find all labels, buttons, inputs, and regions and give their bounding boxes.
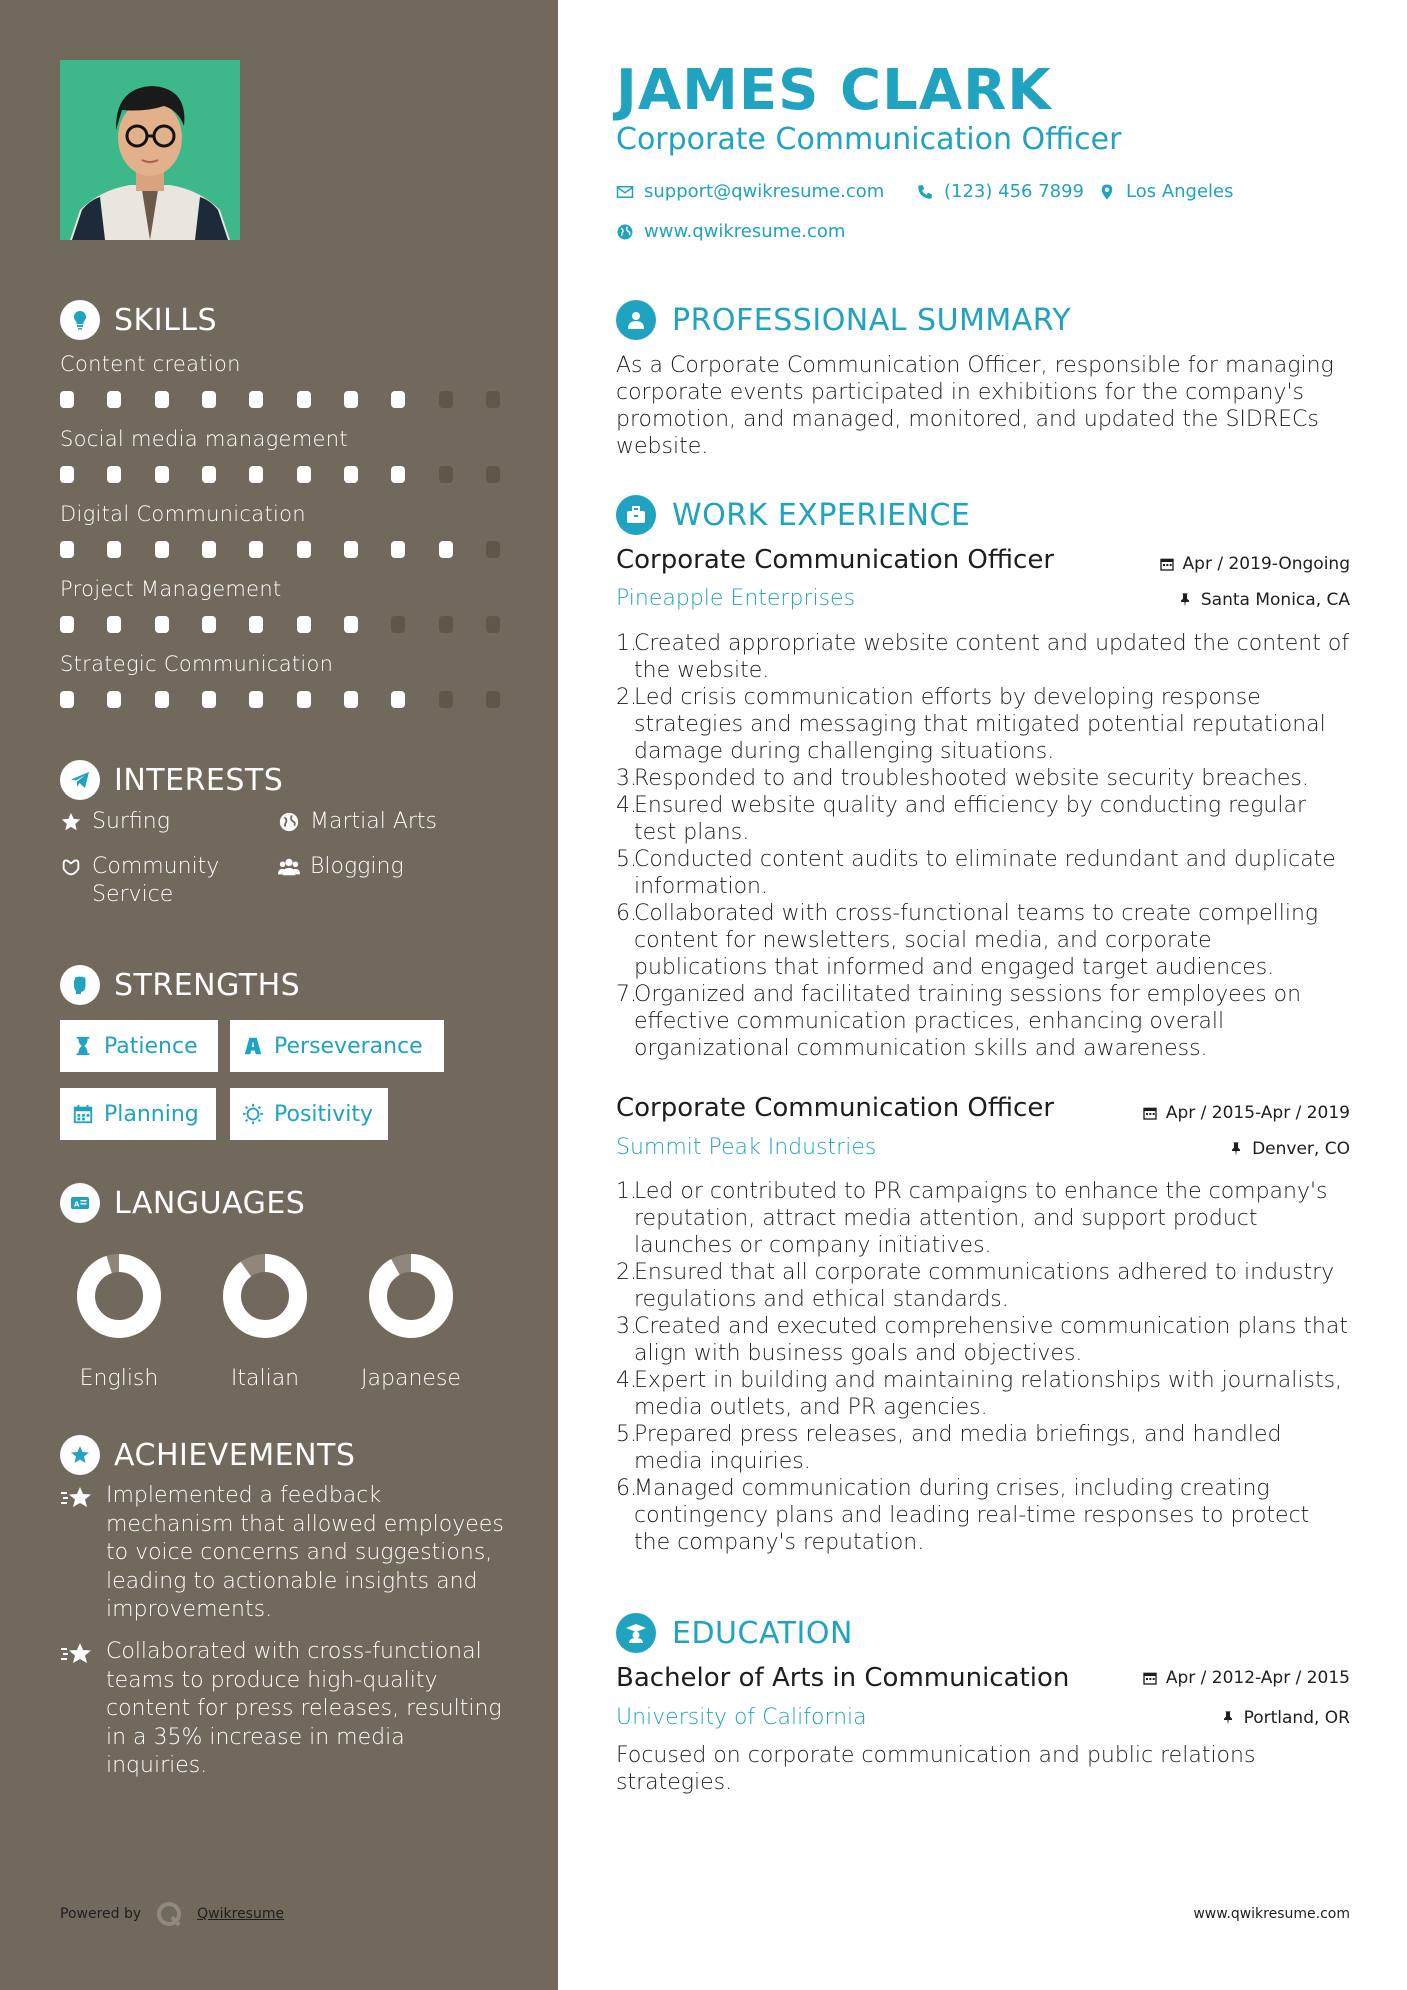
language-item <box>346 1252 476 1391</box>
pin-icon <box>1220 1710 1236 1726</box>
powered-by-label: Powered by <box>60 1906 142 1922</box>
skill-dot-filled <box>297 541 311 558</box>
qwikresume-logo-icon <box>155 1900 183 1928</box>
qwikresume-link[interactable]: Qwikresume <box>197 1906 285 1922</box>
skill-dot-filled <box>249 691 263 708</box>
shooting-star-icon <box>60 1640 94 1668</box>
interests-heading <box>60 760 283 800</box>
list-item: 3. Created and executed comprehensive communication plans that align with business goals and objectives. <box>616 1313 1350 1367</box>
envelope-icon <box>616 183 634 201</box>
language-icon <box>60 1183 100 1223</box>
skill-dot-empty <box>486 466 500 483</box>
paper-plane-icon <box>60 760 100 800</box>
education-title: EDUCATION <box>672 1615 853 1651</box>
map-pin-icon <box>1098 183 1116 201</box>
skill-dot-filled <box>60 466 74 483</box>
skill-dot-filled <box>155 616 169 633</box>
calendar-icon <box>1142 1105 1158 1121</box>
list-item: 2. Led crisis communication efforts by developing response strategies and messaging that mitigated potential reputational damage during challenging situations. <box>616 684 1350 765</box>
summary-heading <box>616 300 1071 340</box>
skill-dot-filled <box>391 466 405 483</box>
bullet-text: Managed communication during crises, including creating contingency plans and leading real-time responses to protect the company's reputation. <box>634 1476 1310 1555</box>
list-item: 5. Prepared press releases, and media briefings, and handled media inquiries. <box>616 1421 1350 1475</box>
skill-dot-filled <box>155 541 169 558</box>
fist-icon <box>60 965 100 1005</box>
skill-rating <box>60 691 500 708</box>
contact-phone[interactable] <box>916 181 1084 202</box>
bullet-text: Organized and facilitated training sessions for employees on effective communication practices, enhancing overall organizational communication skills and awareness. <box>634 982 1302 1061</box>
skill-dot-filled <box>107 691 121 708</box>
calendar-icon <box>1142 1670 1158 1686</box>
skill-dot-empty <box>486 391 500 408</box>
skill-item <box>60 502 500 558</box>
achievement-text: Collaborated with cross-functional teams to produce high-quality content for press releases, resulting in a 35% increase in media inquiries. <box>106 1639 502 1778</box>
star-icon <box>60 811 82 833</box>
skill-dot-filled <box>297 616 311 633</box>
strength-badge <box>60 1020 218 1072</box>
education-heading <box>616 1613 853 1653</box>
skill-dot-filled <box>107 541 121 558</box>
svg-text:A: A <box>74 1200 80 1209</box>
strength-badge <box>230 1020 444 1072</box>
job-bullets <box>616 1178 1350 1556</box>
job-company: Pineapple Enterprises <box>616 586 856 611</box>
skill-dot-filled <box>391 391 405 408</box>
experience-title: WORK EXPERIENCE <box>672 497 971 533</box>
list-item: 4. Ensured website quality and efficiency by conducting regular test plans. <box>616 792 1350 846</box>
job-dates-text: Apr / 2015-Apr / 2019 <box>1165 1103 1350 1123</box>
hourglass-icon <box>72 1035 94 1057</box>
heart-hands-icon <box>60 856 82 878</box>
education-description: Focused on corporate communication and public relations strategies. <box>616 1743 1256 1795</box>
skill-name: Strategic Communication <box>60 652 334 676</box>
job-title: Corporate Communication Officer <box>616 545 1055 575</box>
list-item: 1. Created appropriate website content and updated the content of the website. <box>616 631 1350 683</box>
skill-dot-filled <box>155 466 169 483</box>
skill-dot-empty <box>439 616 453 633</box>
bullet-text: Responded to and troubleshooted website security breaches. <box>634 766 1309 791</box>
skills-title: SKILLS <box>114 302 218 338</box>
skill-dot-filled <box>60 391 74 408</box>
skill-dot-empty <box>439 466 453 483</box>
achievements-heading <box>60 1435 355 1475</box>
profile-photo <box>60 60 240 240</box>
list-item: 5. Conducted content audits to eliminate redundant and duplicate information. <box>616 846 1350 900</box>
list-item: 6. Collaborated with cross-functional teams to create compelling content for newsletters, social media, and corporate publications that informed and engaged target audiences. <box>616 900 1350 981</box>
shooting-star-icon <box>60 1484 94 1512</box>
strength-label: Perseverance <box>274 1033 423 1059</box>
bullet-text: Expert in building and maintaining relationships with journalists, media outlets, and PR agencies. <box>634 1368 1343 1420</box>
skill-dot-filled <box>202 466 216 483</box>
strength-label: Planning <box>104 1101 199 1127</box>
skill-dot-filled <box>202 391 216 408</box>
skill-dot-filled <box>202 541 216 558</box>
skill-rating <box>60 466 500 483</box>
job-location-text: Denver, CO <box>1252 1139 1350 1159</box>
bullet-text: Led crisis communication efforts by developing response strategies and messaging that mitigated potential reputational damage during challenging situations. <box>634 685 1326 764</box>
job-location <box>1228 1139 1350 1159</box>
bullet-text: Collaborated with cross-functional teams to create compelling content for newsletters, social media, and corporate publications that informed and engaged target audiences. <box>634 901 1319 980</box>
language-name: Japanese <box>361 1366 461 1391</box>
skill-name: Project Management <box>60 577 282 601</box>
globe-icon <box>278 811 300 833</box>
skill-dot-filled <box>344 391 358 408</box>
skill-dot-filled <box>297 391 311 408</box>
skill-item <box>60 577 500 633</box>
skill-rating <box>60 391 500 408</box>
skill-name: Content creation <box>60 352 241 376</box>
main-content <box>616 0 1350 1990</box>
powered-by <box>60 1900 284 1928</box>
language-name: English <box>79 1366 159 1391</box>
strengths-heading <box>60 965 300 1005</box>
language-ring <box>221 1252 309 1340</box>
skill-dot-empty <box>391 616 405 633</box>
skill-dot-filled <box>439 541 453 558</box>
school-name: University of California <box>616 1705 867 1730</box>
skill-dot-filled <box>249 616 263 633</box>
phone-icon <box>916 183 934 201</box>
website-text: www.qwikresume.com <box>644 221 846 242</box>
strengths-title: STRENGTHS <box>114 967 301 1003</box>
phone-text: (123) 456 7899 <box>944 181 1085 202</box>
bullet-text: Prepared press releases, and media briefings, and handled media inquiries. <box>634 1422 1282 1474</box>
skill-item <box>60 427 500 483</box>
education-location-text: Portland, OR <box>1243 1708 1350 1728</box>
job-dates-text: Apr / 2019-Ongoing <box>1182 554 1350 574</box>
skill-dot-empty <box>486 616 500 633</box>
users-icon <box>278 856 300 878</box>
skill-dot-filled <box>107 466 121 483</box>
strength-badge <box>230 1088 388 1140</box>
skill-dot-filled <box>297 466 311 483</box>
interests-title: INTERESTS <box>114 762 284 798</box>
list-item: 6. Managed communication during crises, including creating contingency plans and leading real-time responses to protect the company's reputation. <box>616 1475 1350 1556</box>
bullet-text: Conducted content audits to eliminate redundant and duplicate information. <box>634 847 1336 899</box>
bullet-text: Led or contributed to PR campaigns to enhance the company's reputation, attract media attention, and support product launches or company initiatives. <box>634 1179 1328 1258</box>
lightbulb-icon <box>60 300 100 340</box>
list-item: 2. Ensured that all corporate communications adhered to industry regulations and ethical standards. <box>616 1259 1350 1313</box>
skill-dot-filled <box>344 466 358 483</box>
interest-label: Community Service <box>92 854 220 907</box>
skill-item <box>60 652 500 708</box>
strength-label: Patience <box>104 1033 198 1059</box>
skill-dot-empty <box>439 391 453 408</box>
skill-dot-filled <box>344 616 358 633</box>
job-bullets <box>616 630 1350 1062</box>
skill-dot-filled <box>155 691 169 708</box>
calendar-icon <box>1159 556 1175 572</box>
education-dates <box>1142 1668 1350 1688</box>
skill-dot-filled <box>249 391 263 408</box>
pin-icon <box>1177 592 1193 608</box>
graduate-icon <box>616 1613 656 1653</box>
interests-list <box>60 808 500 908</box>
language-item <box>200 1252 330 1391</box>
list-item: 4. Expert in building and maintaining relationships with journalists, media outlets, and PR agencies. <box>616 1367 1350 1421</box>
list-item: 7. Organized and facilitated training sessions for employees on effective communication practices, enhancing overall organizational communication skills and awareness. <box>616 981 1350 1062</box>
language-item <box>54 1252 184 1391</box>
job-dates <box>1159 554 1350 574</box>
language-ring-fill <box>378 1263 444 1329</box>
candidate-name: JAMES CLARK <box>616 58 1052 123</box>
interest-label: Surfing <box>92 809 170 834</box>
skill-dot-filled <box>249 466 263 483</box>
degree-title: Bachelor of Arts in Communication <box>616 1663 1070 1693</box>
job-location <box>1177 590 1350 610</box>
job-location-text: Santa Monica, CA <box>1200 590 1350 610</box>
skill-rating <box>60 541 500 558</box>
sun-icon <box>242 1103 264 1125</box>
location-text: Los Angeles <box>1126 181 1234 202</box>
list-item: 1. Led or contributed to PR campaigns to enhance the company's reputation, attract media attention, and support product launches or company initiatives. <box>616 1178 1350 1259</box>
skill-dot-filled <box>249 541 263 558</box>
interest-item <box>60 853 260 909</box>
interest-item <box>278 853 404 881</box>
skill-dot-empty <box>486 691 500 708</box>
briefcase-icon <box>616 495 656 535</box>
globe-icon <box>616 223 634 241</box>
strength-label: Positivity <box>274 1101 374 1127</box>
interest-item <box>60 808 170 836</box>
footer-website[interactable]: www.qwikresume.com <box>1193 1906 1350 1922</box>
avatar <box>60 60 240 240</box>
bullet-text: Ensured website quality and efficiency by conducting regular test plans. <box>634 793 1306 845</box>
interest-label: Martial Arts <box>310 809 438 834</box>
skill-dot-filled <box>391 541 405 558</box>
job-dates <box>1142 1103 1350 1123</box>
bullet-text: Ensured that all corporate communications adhered to industry regulations and ethical standards. <box>634 1260 1335 1312</box>
interest-label: Blogging <box>310 854 404 879</box>
sidebar <box>0 0 558 1990</box>
skill-dot-empty <box>439 691 453 708</box>
summary-text: As a Corporate Communication Officer, responsible for managing corporate events participated in exhibitions for the company's promotion, and managed, monitored, and updated the SIDRECs website. <box>616 353 1334 459</box>
language-name: Italian <box>230 1366 300 1391</box>
experience-heading <box>616 495 970 535</box>
candidate-role: Corporate Communication Officer <box>616 122 1122 157</box>
education-dates-text: Apr / 2012-Apr / 2015 <box>1165 1668 1350 1688</box>
strength-badge <box>60 1088 216 1140</box>
languages-title: LANGUAGES <box>114 1185 306 1221</box>
skill-dot-filled <box>344 691 358 708</box>
skill-dot-filled <box>391 691 405 708</box>
skill-dot-filled <box>107 616 121 633</box>
skill-dot-filled <box>202 691 216 708</box>
language-ring <box>75 1252 163 1340</box>
calendar-icon <box>72 1103 94 1125</box>
contact-website[interactable] <box>616 221 845 242</box>
pin-icon <box>1228 1141 1244 1157</box>
bullet-text: Created and executed comprehensive communication plans that align with business goals and objectives. <box>634 1314 1348 1366</box>
skill-dot-filled <box>60 691 74 708</box>
skill-dot-filled <box>202 616 216 633</box>
skills-heading <box>60 300 217 340</box>
contact-location <box>1098 181 1234 202</box>
skill-name: Social media management <box>60 427 348 451</box>
skill-dot-filled <box>155 391 169 408</box>
skill-dot-empty <box>486 541 500 558</box>
bullet-text: Created appropriate website content and updated the content of the website. <box>634 631 1350 683</box>
language-ring-fill <box>232 1263 298 1329</box>
job-company: Summit Peak Industries <box>616 1135 877 1160</box>
contact-email[interactable] <box>616 181 884 202</box>
education-location <box>1220 1708 1350 1728</box>
user-icon <box>616 300 656 340</box>
skill-rating <box>60 616 500 633</box>
languages-heading <box>60 1183 305 1223</box>
skill-item <box>60 352 500 408</box>
job-title: Corporate Communication Officer <box>616 1093 1055 1123</box>
skill-dot-filled <box>297 691 311 708</box>
road-icon <box>242 1035 264 1057</box>
skill-name: Digital Communication <box>60 502 306 526</box>
list-item: 3. Responded to and troubleshooted website security breaches. <box>616 766 1309 791</box>
achievement-item <box>60 1638 510 1781</box>
language-ring-fill <box>86 1263 152 1329</box>
skill-dot-filled <box>60 541 74 558</box>
skill-dot-filled <box>60 616 74 633</box>
summary-title: PROFESSIONAL SUMMARY <box>672 302 1072 338</box>
skill-dot-filled <box>107 391 121 408</box>
email-text: support@qwikresume.com <box>644 181 885 202</box>
language-ring <box>367 1252 455 1340</box>
interest-item <box>278 808 437 836</box>
star-badge-icon <box>60 1435 100 1475</box>
achievements-title: ACHIEVEMENTS <box>114 1437 356 1473</box>
skill-dot-filled <box>344 541 358 558</box>
achievement-text: Implemented a feedback mechanism that allowed employees to voice concerns and suggestions, leading to actionable insights and improvements. <box>106 1483 504 1622</box>
achievement-item <box>60 1482 510 1625</box>
